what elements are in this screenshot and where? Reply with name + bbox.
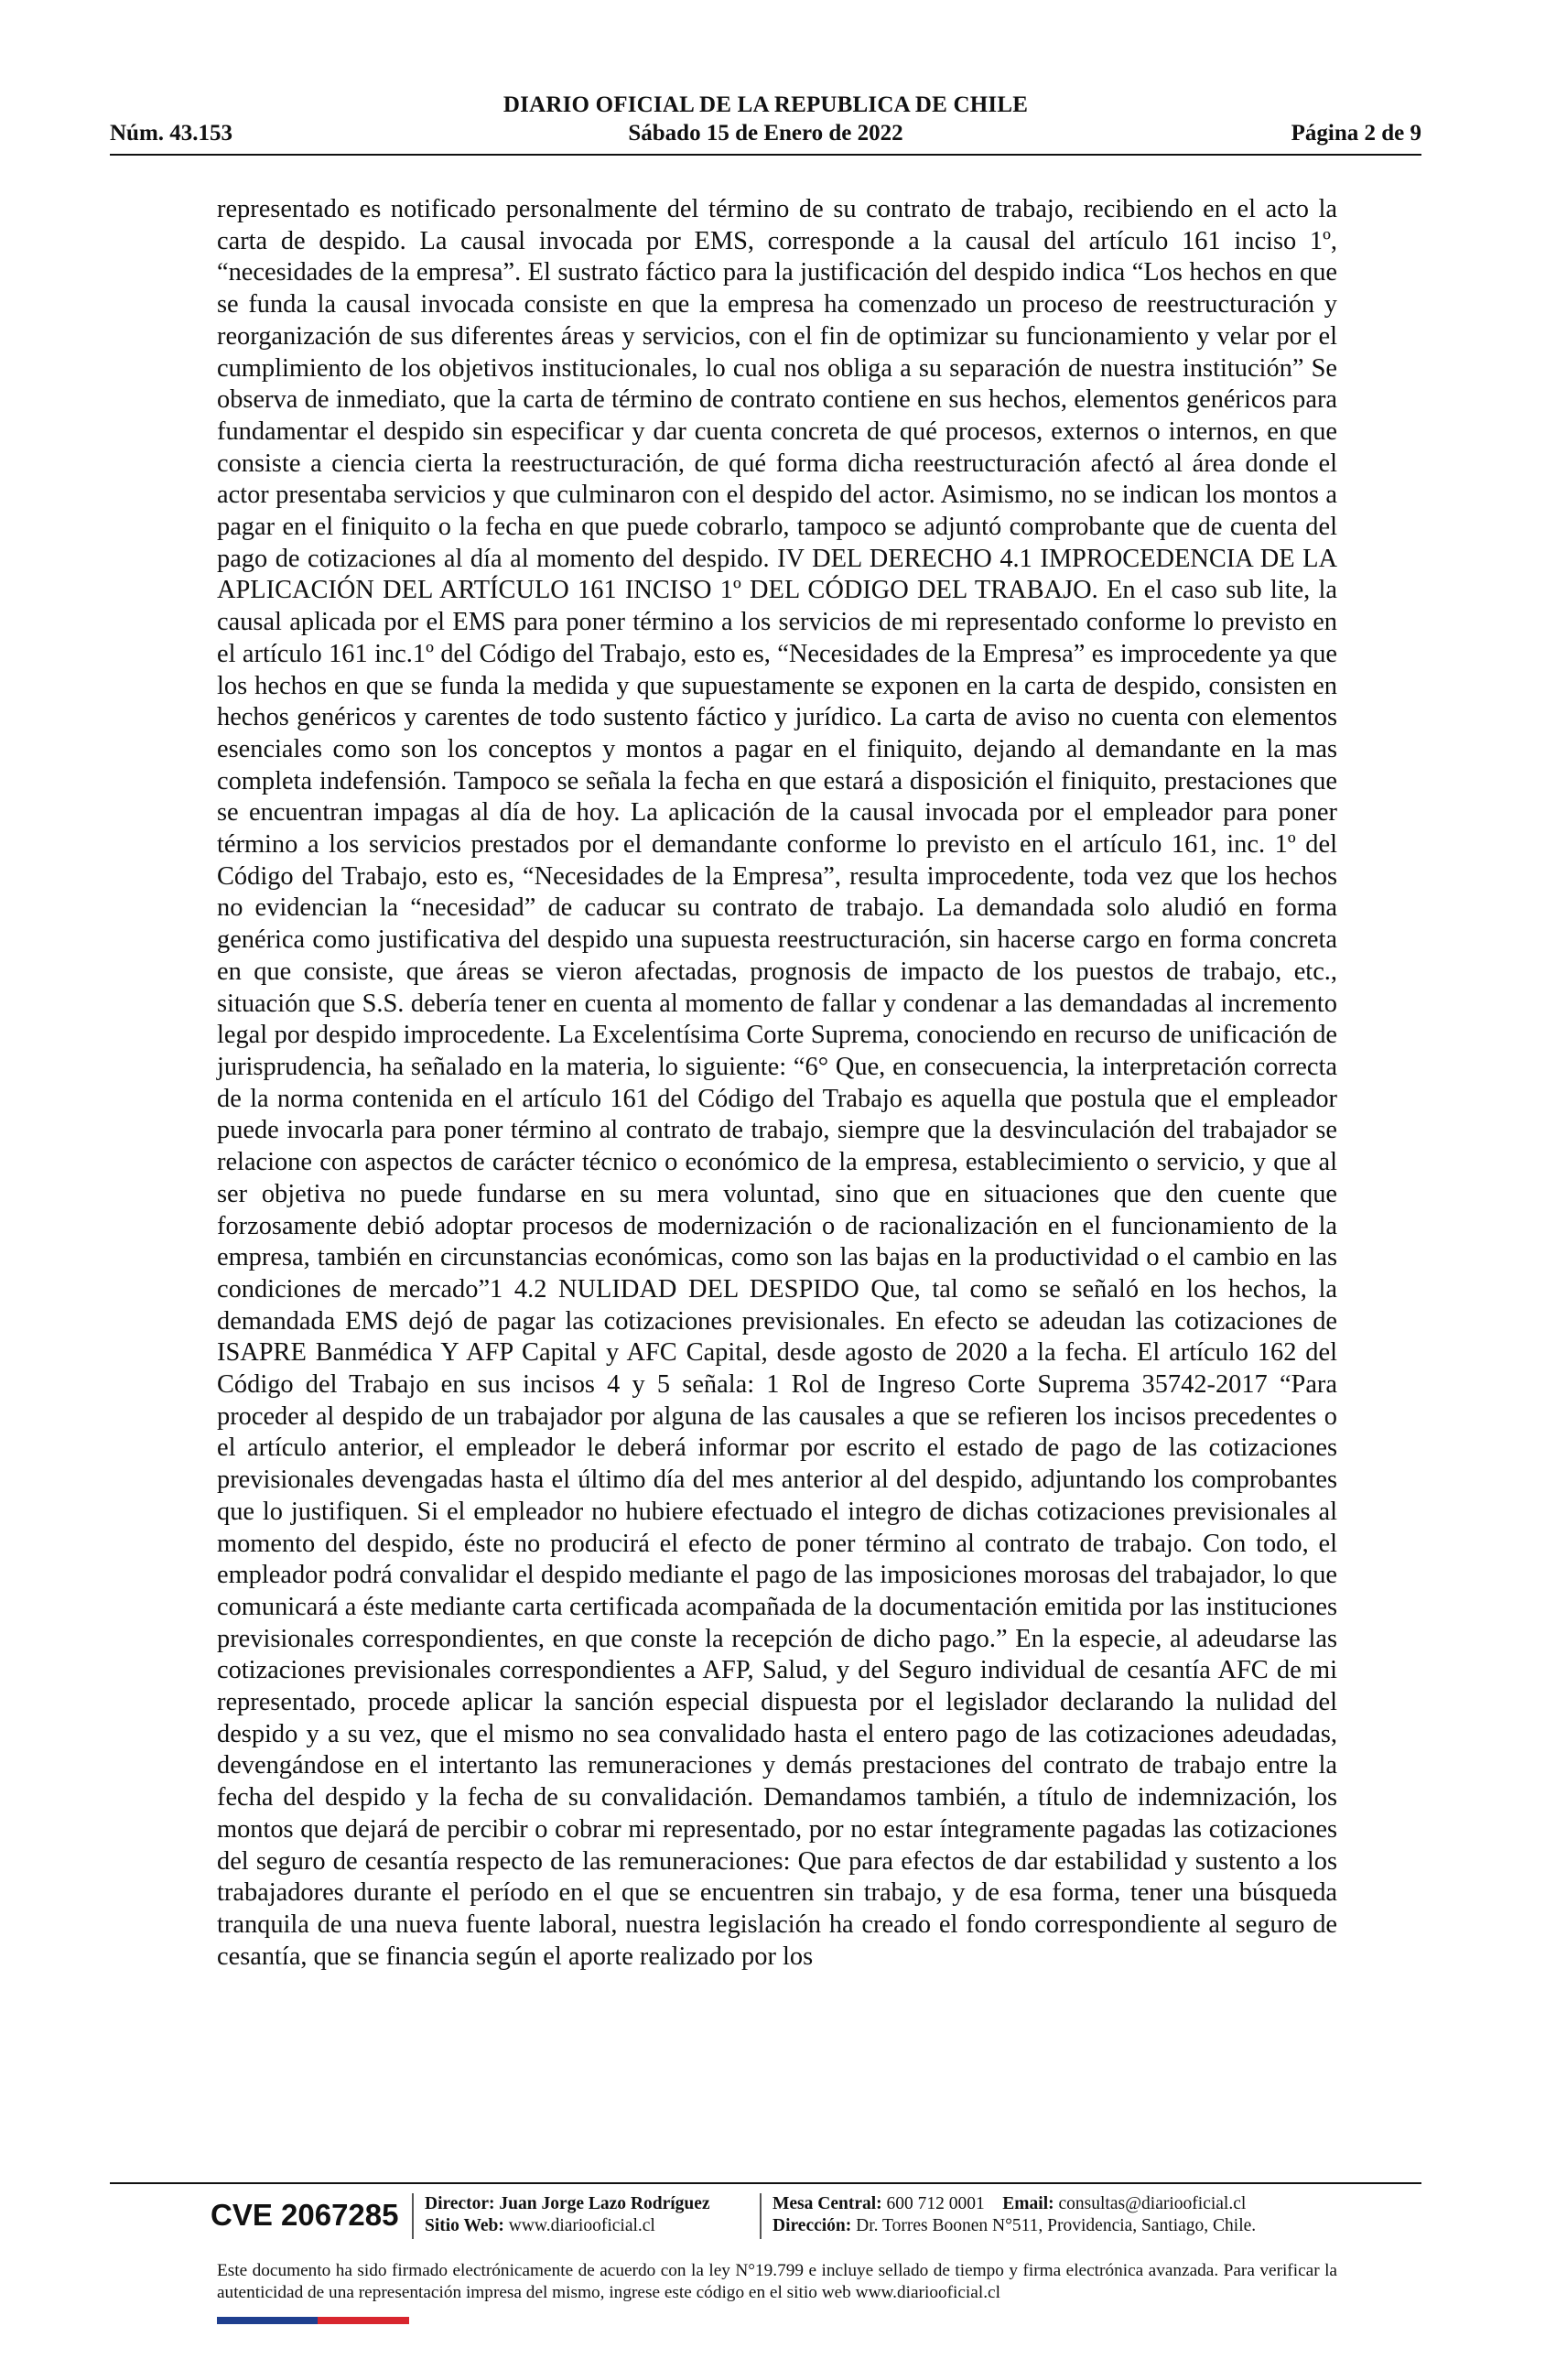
website-line	[425, 2215, 710, 2237]
header-meta-row	[110, 119, 1421, 148]
footer-separator	[760, 2193, 762, 2239]
body-paragraph: representado es notificado personalmente del término de su contrato de trabajo, recibiendo en el acto la carta de despido. La causal invocada por EMS, corresponde a la causal del artículo 161 inciso 1º, “necesidades de la empresa”. El sustrato fáctico para la justificación del despido indica “Los hechos en que se funda la causal invocada consiste en que la empresa ha comenzado un proceso de reestructuración y reorganización de sus diferentes áreas y servicios, con el fin de optimizar su funcionamiento y velar por el cumplimiento de los objetivos institucionales, lo cual nos obliga a su separación de nuestra institución” Se observa de inmediato, que la carta de término de contrato contiene en sus hechos, elementos genéricos para fundamentar el despido sin especificar y dar cuenta concreta de qué procesos, externos o internos, en que consiste a ciencia cierta la reestructuración, de qué forma dicha reestructuración afectó al área donde el actor presentaba servicios y que culminaron con el despido del actor. Asimismo, no se indican los montos a pagar en el finiquito o la fecha en que puede cobrarlo, tampoco se adjuntó comprobante que de cuenta del pago de cotizaciones al día al momento del despido. IV DEL DERECHO 4.1 IMPROCEDENCIA DE LA APLICACIÓN DEL ARTÍCULO 161 INCISO 1º DEL CÓDIGO DEL TRABAJO. En el caso sub lite, la causal aplicada por el EMS para poner término a los servicios de mi representado conforme lo previsto en el artículo 161 inc.1º del Código del Trabajo, esto es, “Necesidades de la Empresa” es improcedente ya que los hechos en que se funda la medida y que supuestamente se exponen en la carta de despido, consisten en hechos genéricos y carentes de todo sustento fáctico y jurídico. La carta de aviso no cuenta con elementos esenciales como son los conceptos y montos a pagar en el finiquito, dejando al demandante en la mas completa indefensión. Tampoco se señala la fecha en que estará a disposición el finiquito, prestaciones que se encuentran impagas al día de hoy. La aplicación de la causal invocada por el empleador para poner término a los servicios prestados por el demandante conforme lo previsto en el artículo 161, inc. 1º del Código del Trabajo, esto es, “Necesidades de la Empresa”, resulta improcedente, toda vez que los hechos no evidencian la “necesidad” de caducar su contrato de trabajo. La demandada solo aludió en forma genérica como justificativa del despido una supuesta reestructuración, sin hacerse cargo en forma concreta en que consiste, que áreas se vieron afectadas, prognosis de impacto de los puestos de trabajo, etc., situación que S.S. debería tener en cuenta al momento de fallar y condenar a las demandadas al incremento legal por despido improcedente. La Excelentísima Corte Suprema, conociendo en recurso de unificación de jurisprudencia, ha señalado en la materia, lo siguiente: “6° Que, en consecuencia, la interpretación correcta de la norma contenida en el artículo 161 del Código del Trabajo es aquella que postula que el empleador puede invocarla para poner término al contrato de trabajo, siempre que la desvinculación del trabajador se relacione con aspectos de carácter técnico o económico de la empresa, establecimiento o servicio, y que al ser objetiva no puede fundarse en su mera voluntad, sino que en situaciones que den cuente que forzosamente debió adoptar procesos de modernización o de racionalización en el funcionamiento de la empresa, también en circunstancias económicas, como son las bajas en la productividad o el cambio en las condiciones de mercado”1 4.2 NULIDAD DEL DESPIDO Que, tal como se señaló en los hechos, la demandada EMS dejó de pagar las cotizaciones previsionales. En efecto se adeudan las cotizaciones de ISAPRE Banmédica Y AFP Capital y AFC Capital, desde agosto de 2020 a la fecha. El artículo 162 del Código del Trabajo en sus incisos 4 y 5 señala: 1 Rol de Ingreso Corte Suprema 35742-2017 “Para proceder al despido de un trabajador por alguna de las causales a que se refieren los incisos precedentes o el artículo anterior, el empleador le deberá informar por escrito el estado de pago de las cotizaciones previsionales devengadas hasta el último día del mes anterior al del despido, adjuntando los comprobantes que lo justifiquen. Si el empleador no hubiere efectuado el integro de dichas cotizaciones previsionales al momento del despido, éste no producirá el efecto de poner término al contrato de trabajo. Con todo, el empleador podrá convalidar el despido mediante el pago de las imposiciones morosas del trabajador, lo que comunicará a éste mediante carta certificada acompañada de la documentación emitida por las instituciones previsionales correspondientes, en que conste la recepción de dicho pago.” En la especie, al adeudarse las cotizaciones previsionales correspondientes a AFP, Salud, y del Seguro individual de cesantía AFC de mi representado, procede aplicar la sanción especial dispuesta por el legislador declarando la nulidad del despido y a su vez, que el mismo no sea convalidado hasta el entero pago de las cotizaciones adeudadas, devengándose en el intertanto las remuneraciones y demás prestaciones del contrato de trabajo entre la fecha del despido y la fecha de su convalidación. Demandamos también, a título de indemnización, los montos que dejará de percibir o cobrar mi representado, por no estar íntegramente pagadas las cotizaciones del seguro de cesantía respecto de las remuneraciones: Que para efectos de dar estabilidad y sustento a los trabajadores durante el período en el que se encuentren sin trabajo, y de esa forma, tener una búsqueda tranquila de una nueva fuente laboral, nuestra legislación ha creado el fondo correspondiente al seguro de cesantía, que se financia según el aporte realizado por los	[217, 195, 1337, 1971]
email-label: Email:	[1002, 2194, 1054, 2213]
flag-red-segment	[318, 2317, 409, 2324]
footer-contacts-left	[425, 2193, 710, 2237]
flag-blue-segment	[217, 2317, 318, 2324]
footer-separator	[412, 2193, 414, 2239]
director-line	[425, 2193, 710, 2215]
page-indicator: Página 2 de 9	[1291, 121, 1421, 146]
header-divider	[110, 154, 1421, 156]
footer-info	[201, 2190, 1410, 2245]
address-line	[773, 2215, 1256, 2237]
director-label: Director:	[425, 2194, 495, 2213]
issue-date: Sábado 15 de Enero de 2022	[628, 121, 903, 146]
address-value: Dr. Torres Boonen N°511, Providencia, Santiago, Chile.	[856, 2216, 1257, 2235]
cve-code: CVE 2067285	[211, 2198, 399, 2232]
footer-divider	[110, 2182, 1421, 2184]
issue-number: Núm. 43.153	[110, 121, 233, 146]
email-link[interactable]: consultas@diariooficial.cl	[1058, 2194, 1247, 2213]
chile-flag-stripe	[217, 2317, 409, 2324]
website-link[interactable]: www.diariooficial.cl	[508, 2216, 655, 2235]
legal-notice: Este documento ha sido firmado electrónicamente de acuerdo con la ley N°19.799 e incluye sellado de tiempo y firma electrónica avanzada. Para verificar la autenticidad de una representación impresa del mismo, ingrese este código en el sitio web www.diariooficial.cl	[217, 2261, 1337, 2302]
address-label: Dirección:	[773, 2216, 852, 2235]
website-label: Sitio Web:	[425, 2216, 504, 2235]
phone-email-line	[773, 2193, 1256, 2215]
page-header	[110, 92, 1421, 156]
director-name: Juan Jorge Lazo Rodríguez	[499, 2194, 710, 2213]
phone-number: 600 712 0001	[886, 2194, 985, 2213]
publication-title: DIARIO OFICIAL DE LA REPUBLICA DE CHILE	[502, 92, 1029, 117]
phone-label: Mesa Central:	[773, 2194, 882, 2213]
footer-contacts-right	[773, 2193, 1256, 2237]
